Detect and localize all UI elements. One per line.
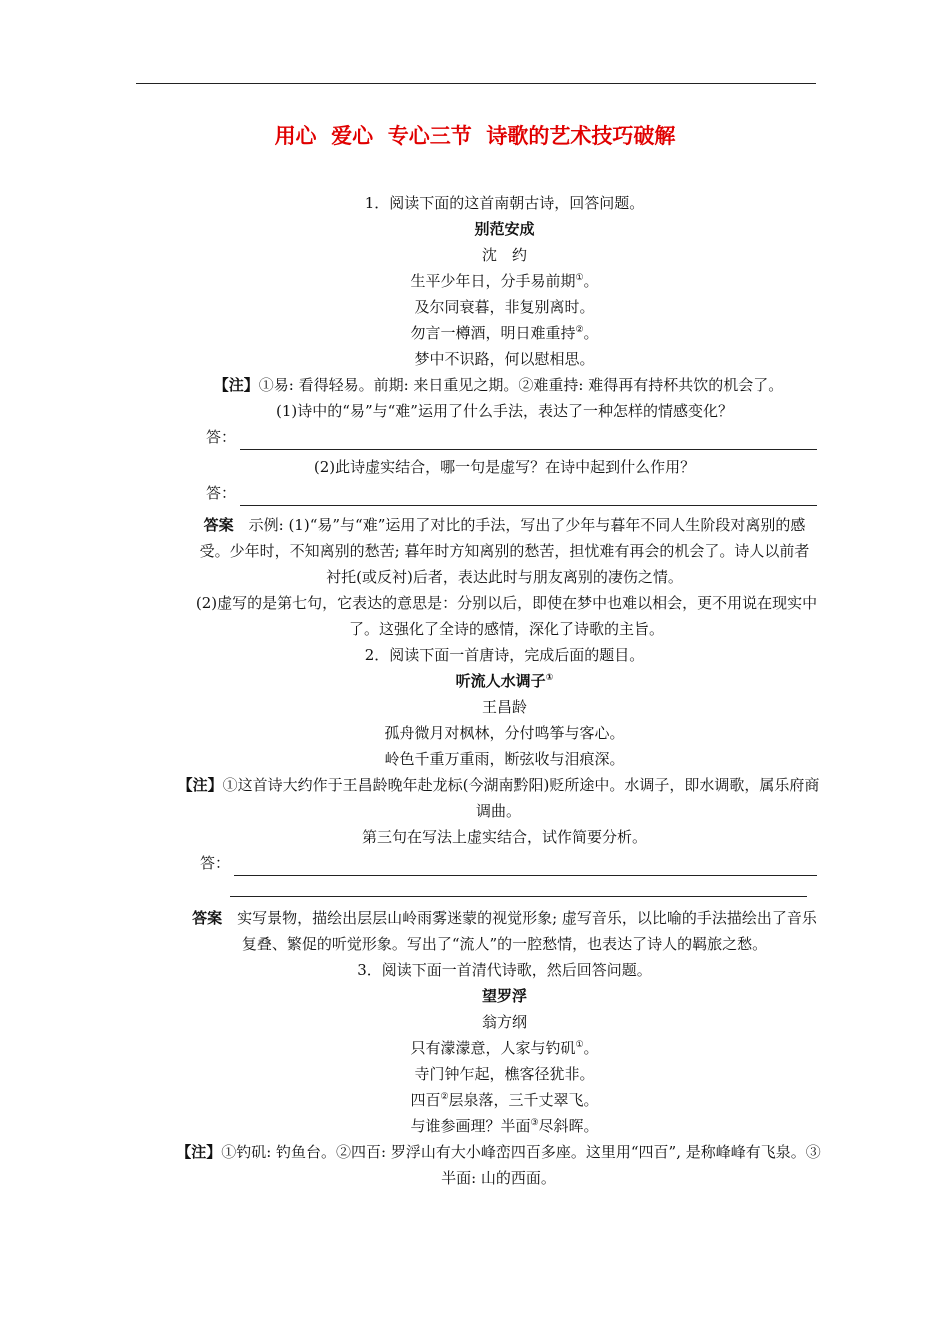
q2-poem-line: 孤舟微月对枫林，分付鸣筝与客心。: [384, 724, 625, 742]
q1-poem-line: 生平少年日，分手易前期①。: [410, 272, 599, 290]
q2-poem-line: 岭色千重万重雨，断弦收与泪痕深。: [384, 750, 625, 768]
q2-poem-title: 听流人水调子①: [455, 672, 554, 690]
q1-sub-question-2: (2)此诗虚实结合，哪一句是虚写？在诗中起到什么作用？: [313, 458, 696, 476]
q3-note: 【注】①钓矶: 钓鱼台。②四百: 罗浮山有大小峰峦四百多座。这里用“四百”, 是称峰峰有飞泉。③半面: 山的西面。: [176, 1143, 821, 1187]
q1-answer-line-1[interactable]: 答：: [192, 424, 817, 450]
q3-poem-line: 寺门钟乍起，樵客径犹非。: [414, 1065, 595, 1083]
q2-answer-line-1[interactable]: 答：: [192, 850, 817, 876]
q2-prompt: 2．阅读下面一首唐诗，完成后面的题目。: [364, 646, 645, 664]
q1-poem-line: 及尔同衰暮，非复别离时。: [414, 298, 595, 316]
q1-answer-key: 答案 示例: (1)“易”与“难”运用了对比的手法，写出了少年与暮年不同人生阶段对离别的感受。少年时，不知离别的愁苦; 暮年时方知离别的愁苦，担忧难有再会的机会了。诗人以前者衬托(或反衬)后者，表达此时与朋友离别的凄伤之情。: [199, 516, 810, 586]
q2-answer-key: 答案 实写景物，描绘出层层山岭雨雾迷蒙的视觉形象; 虚写音乐，以比喻的手法描绘出了音乐复叠、繁促的听觉形象。写出了“流人”的一腔愁情，也表达了诗人的羁旅之愁。: [192, 909, 817, 953]
q1-poem-line: 梦中不识路，何以慰相思。: [414, 350, 595, 368]
q1-prompt: 1．阅读下面的这首南朝古诗，回答问题。: [364, 194, 645, 212]
q2-answer-line-2[interactable]: [230, 876, 807, 897]
q1-note: 【注】①易: 看得轻易。前期: 来日重见之期。②难重持: 难得再有持杯共饮的机会了。: [213, 376, 784, 394]
q1-answer-key-2: (2)虚写的是第七句，它表达的意思是：分别以后，即使在梦中也难以相会，更不用说在现实中了。这强化了全诗的感情，深化了诗歌的主旨。: [195, 594, 818, 638]
document-body: [176, 190, 821, 1191]
q3-poem-line: 与谁参画理？半面③尽斜晖。: [410, 1117, 599, 1135]
q1-author: 沈 约: [481, 246, 527, 264]
q3-author: 翁方纲: [481, 1013, 527, 1031]
page-title: 用心 爱心 专心三节 诗歌的艺术技巧破解: [274, 124, 676, 148]
q3-prompt: 3．阅读下面一首清代诗歌，然后回答问题。: [357, 961, 652, 979]
q3-poem-line: 只有濛濛意，人家与钓矶①。: [410, 1039, 599, 1057]
q3-poem-line: 四百②层泉落，三千丈翠飞。: [410, 1091, 599, 1109]
q2-note: 【注】①这首诗大约作于王昌龄晚年赴龙标(今湖南黔阳)贬所途中。水调子，即水调歌，属乐府商调曲。: [177, 776, 820, 820]
q1-answer-line-2[interactable]: 答：: [192, 480, 817, 506]
q2-author: 王昌龄: [481, 698, 527, 716]
q3-poem-title: 望罗浮: [481, 987, 527, 1005]
q1-poem-line: 勿言一樽酒，明日难重持②。: [410, 324, 599, 342]
q1-sub-question-1: (1)诗中的“易”与“难”运用了什么手法，表达了一种怎样的情感变化？: [276, 402, 733, 420]
q1-poem-title: 别范安成: [474, 220, 535, 238]
q2-question: 第三句在写法上虚实结合，试作简要分析。: [361, 828, 647, 846]
header-rule: [136, 83, 816, 84]
